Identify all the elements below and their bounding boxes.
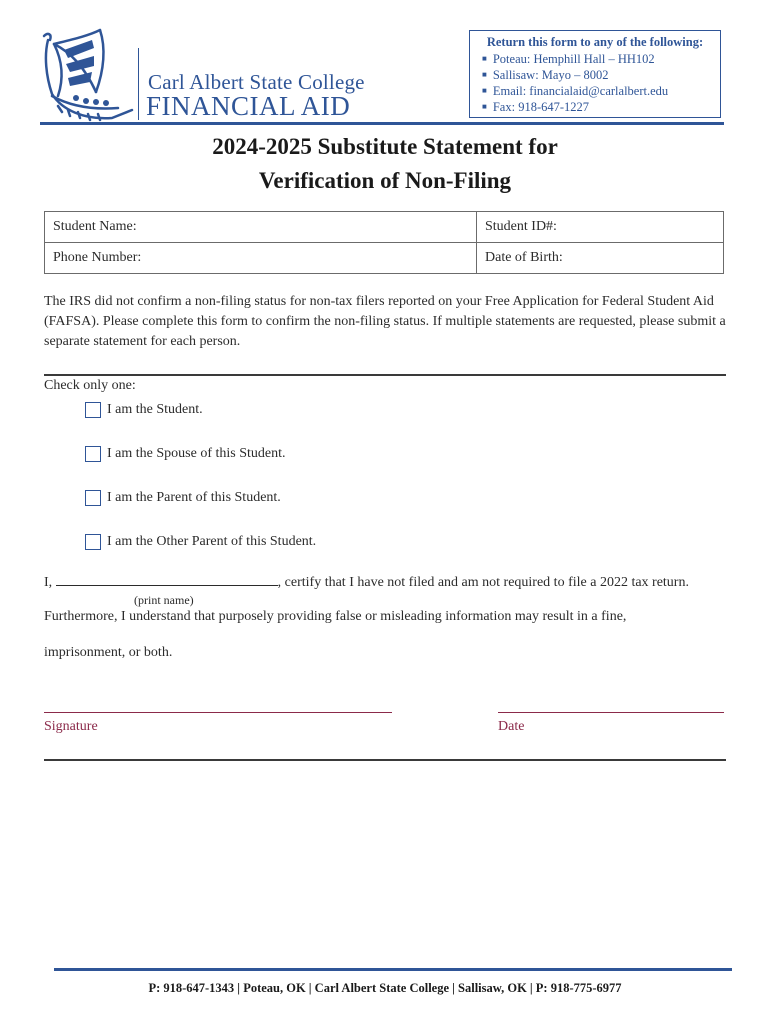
- option-label: I am the Student.: [107, 402, 203, 417]
- option-student[interactable]: [85, 400, 203, 420]
- student-id-field[interactable]: Student ID#:: [477, 212, 724, 243]
- viking-ship-icon: [40, 26, 140, 126]
- footer-divider: [54, 968, 732, 971]
- intro-paragraph: The IRS did not confirm a non-filing status for non-tax filers reported on your Free Application for Federal Student Aid (FAFSA). Please complete this form to confirm the non-filing status. If multiple statements are requested, please submit a separate statement for each person.: [44, 294, 726, 349]
- bullet-icon: ■: [482, 86, 487, 95]
- option-parent[interactable]: [85, 488, 281, 508]
- logo-divider: [138, 48, 139, 120]
- date-label: Date: [498, 719, 525, 734]
- option-other-parent[interactable]: [85, 532, 316, 552]
- department-name: FINANCIAL AID: [146, 91, 351, 121]
- phone-number-field[interactable]: Phone Number:: [45, 243, 477, 274]
- checkbox[interactable]: [85, 490, 101, 506]
- option-spouse[interactable]: [85, 444, 286, 464]
- signature-label: Signature: [44, 719, 98, 734]
- furthermore-text-continued: imprisonment, or both.: [44, 645, 173, 660]
- furthermore-text: Furthermore, I understand that purposely providing false or misleading information may result in a fine,: [44, 609, 627, 624]
- option-label: I am the Spouse of this Student.: [107, 446, 286, 461]
- student-info-table: [44, 211, 724, 274]
- print-name-caption: (print name): [134, 593, 194, 607]
- bullet-icon: ■: [482, 102, 487, 111]
- checkbox[interactable]: [85, 402, 101, 418]
- list-item: ■ Fax: 918-647-1227: [482, 100, 590, 114]
- table-row: [45, 212, 724, 243]
- check-only-label: Check only one:: [44, 378, 136, 393]
- print-name-field[interactable]: [56, 573, 278, 586]
- section-end-divider: [44, 759, 726, 761]
- footer-contact: P: 918-647-1343 | Poteau, OK | Carl Albert State College | Sallisaw, OK | P: 918-775-6977: [148, 981, 622, 995]
- list-item[interactable]: ■ Email: financialaid@carlalbert.edu: [482, 84, 669, 98]
- college-name: Carl Albert State College: [148, 70, 365, 94]
- bullet-icon: ■: [482, 54, 487, 63]
- certification-statement: I, , certify that I have not filed and am not required to file a 2022 tax return.: [44, 575, 689, 590]
- option-label: I am the Parent of this Student.: [107, 490, 281, 505]
- header-divider: [40, 122, 724, 125]
- list-item: ■ Sallisaw: Mayo – 8002: [482, 68, 609, 82]
- form-title-line1: 2024-2025 Substitute Statement for: [212, 134, 558, 159]
- signature-line[interactable]: [44, 712, 392, 713]
- checkbox[interactable]: [85, 446, 101, 462]
- list-item: ■ Poteau: Hemphill Hall – HH102: [482, 52, 655, 66]
- return-instructions-box: [469, 30, 721, 118]
- table-row: [45, 243, 724, 274]
- date-line[interactable]: [498, 712, 724, 713]
- return-title: Return this form to any of the following:: [486, 35, 704, 49]
- date-of-birth-field[interactable]: Date of Birth:: [477, 243, 724, 274]
- return-locations-list: [478, 51, 712, 115]
- form-title-line2: Verification of Non-Filing: [258, 168, 512, 193]
- option-label: I am the Other Parent of this Student.: [107, 534, 317, 549]
- section-divider: [44, 374, 726, 376]
- bullet-icon: ■: [482, 70, 487, 79]
- student-name-field[interactable]: Student Name:: [45, 212, 477, 243]
- checkbox[interactable]: [85, 534, 101, 550]
